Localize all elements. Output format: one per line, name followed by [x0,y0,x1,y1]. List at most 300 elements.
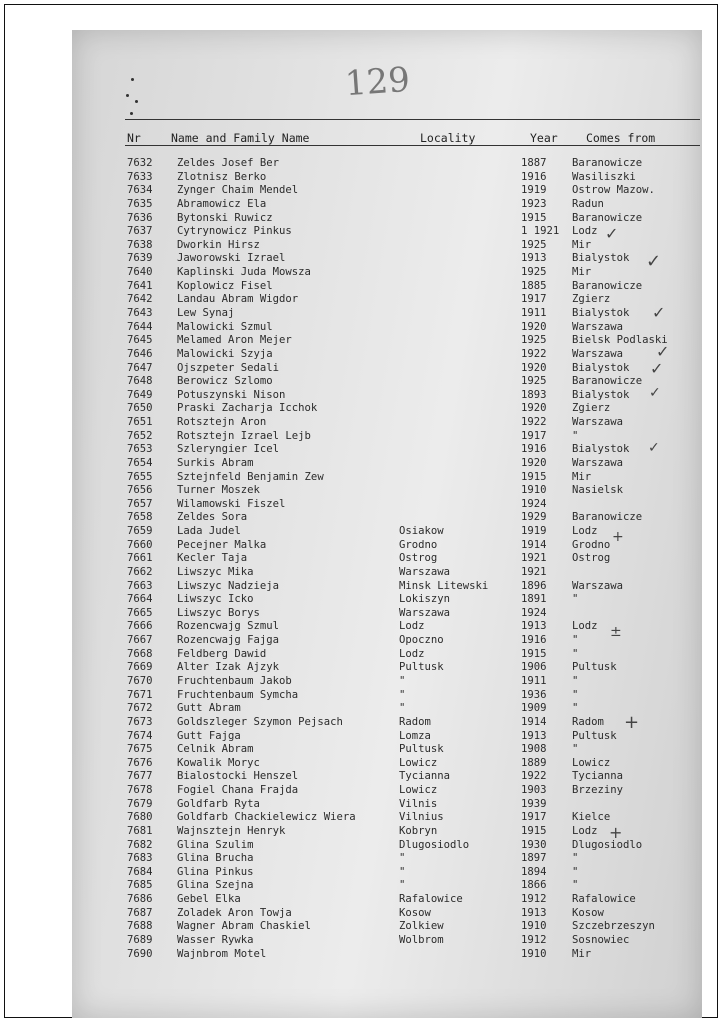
row-comes-from: Bialystok [572,361,630,374]
row-nr: 7669 [127,661,153,674]
check-mark-icon: ✓ [646,251,662,272]
row-nr: 7656 [127,484,153,497]
row-name: Liwszyc Mika [177,565,254,578]
row-comes-from: " [572,634,579,646]
row-nr: 7634 [127,184,153,197]
row-nr: 7672 [127,702,153,715]
row-year: 1916 [521,634,547,646]
row-name: Liwszyc Borys [177,606,260,619]
row-comes-from: Bialystok [572,252,630,265]
row-nr: 7681 [127,824,153,837]
row-year: 1925 [521,334,547,347]
row-year: 1916 [521,170,547,183]
row-name: Sztejnfeld Benjamin Zew [177,470,324,483]
row-comes-from: Bialystok [572,443,630,456]
row-nr: 7680 [127,811,153,824]
row-comes-from: Baranowicze [572,157,643,169]
row-nr: 7640 [127,266,153,278]
row-name: Goldfarb Chackielewicz Wiera [177,811,356,824]
row-locality: " [399,674,406,687]
row-year: 1894 [521,865,547,878]
cross-mark-icon: ± [610,624,622,640]
row-comes-from: " [572,429,579,442]
header-nr: Nr [127,131,141,145]
row-locality: " [399,852,406,865]
row-locality: Osiakow [399,525,444,537]
row-name: Zlotnisz Berko [177,170,267,183]
check-mark-icon: ✓ [649,385,661,401]
row-locality: Kobryn [399,824,438,837]
table-row [0,920,724,932]
table-row [0,852,724,864]
check-mark-icon: ✓ [648,440,660,456]
row-name: Rotsztejn Izrael Lejb [177,429,311,442]
table-row [0,511,724,523]
row-comes-from: Grodno [572,538,611,551]
table-row [0,280,724,292]
table-row [0,307,724,319]
row-comes-from: Mir [572,947,592,960]
row-nr: 7643 [127,306,153,319]
row-name: Glina Szulim [177,838,254,851]
row-year: 1915 [521,470,547,483]
row-name: Zeldes Josef Ber [177,157,280,169]
row-comes-from: Lodz [572,225,598,238]
row-nr: 7662 [127,565,153,578]
row-year: 1889 [521,756,547,769]
row-comes-from: Wasiliszki [572,170,636,183]
row-comes-from: Kielce [572,811,611,824]
row-locality: Tycianna [399,770,451,783]
row-nr: 7687 [127,906,153,919]
row-nr: 7676 [127,756,153,769]
row-name: Turner Moszek [177,484,260,497]
row-year: 1929 [521,511,547,524]
table-row [0,934,724,946]
row-nr: 7677 [127,770,153,783]
header-year: Year [530,131,558,145]
row-locality: Lowicz [399,784,438,796]
table-row [0,580,724,592]
row-locality: " [399,688,406,701]
row-comes-from: Zgierz [572,402,611,415]
row-year: 1896 [521,579,547,592]
row-nr: 7651 [127,416,153,428]
row-year: 1913 [521,620,547,633]
row-year: 1915 [521,824,547,837]
row-name: Dworkin Hirsz [177,238,260,251]
row-name: Glina Pinkus [177,865,254,878]
row-comes-from: Pultusk [572,729,617,742]
row-nr: 7688 [127,920,153,933]
row-year: 1920 [521,402,547,415]
row-year: 1891 [521,593,547,606]
row-locality: " [399,702,406,715]
row-locality: Lokiszyn [399,593,451,606]
table-row [0,266,724,278]
row-nr: 7635 [127,197,153,210]
row-name: Wajnbrom Motel [177,947,267,960]
row-comes-from: Mir [572,266,592,278]
row-name: Zynger Chaim Mendel [177,184,299,197]
row-locality: Radom [399,715,431,728]
punch-mark [131,78,134,81]
table-row [0,457,724,469]
table-row [0,402,724,414]
row-name: Fogiel Chana Frajda [177,784,299,796]
row-nr: 7655 [127,470,153,483]
row-name: Cytrynowicz Pinkus [177,225,292,238]
row-name: Kaplinski Juda Mowsza [177,266,311,278]
row-comes-from: Bielsk Podlaski [572,334,668,347]
header-locality: Locality [420,131,476,145]
row-name: Wasser Rywka [177,933,254,946]
row-year: 1909 [521,702,547,715]
row-comes-from: " [572,593,579,606]
row-year: 1866 [521,879,547,892]
table-row [0,743,724,755]
table-row [0,252,724,264]
check-mark-icon: ✓ [650,359,664,378]
row-nr: 7683 [127,852,153,865]
row-year: 1921 [521,565,547,578]
row-year: 1912 [521,933,547,946]
cross-mark-icon: + [612,529,624,545]
table-row [0,375,724,387]
row-comes-from: Lowicz [572,756,611,769]
row-nr: 7653 [127,443,153,456]
row-year: 1903 [521,784,547,796]
row-name: Bialostocki Henszel [177,770,299,783]
row-year: 1919 [521,525,547,537]
table-row [0,675,724,687]
table-row [0,389,724,401]
table-row [0,321,724,333]
row-name: Glina Szejna [177,879,254,892]
row-comes-from: Dlugosiodlo [572,838,643,851]
row-name: Ojszpeter Sedali [177,361,280,374]
row-nr: 7645 [127,334,153,347]
row-comes-from: Brzeziny [572,784,624,796]
row-name: Wilamowski Fiszel [177,497,286,510]
row-year: 1930 [521,838,547,851]
table-row [0,443,724,455]
row-locality: Warszawa [399,606,451,619]
row-name: Liwszyc Nadzieja [177,579,280,592]
row-locality: Opoczno [399,634,444,646]
row-nr: 7657 [127,497,153,510]
table-row [0,879,724,891]
row-comes-from: Warszawa [572,456,624,469]
row-comes-from: Mir [572,470,592,483]
row-year: 1925 [521,238,547,251]
row-year: 1920 [521,361,547,374]
row-locality: Zolkiew [399,920,444,933]
table-row [0,770,724,782]
row-nr: 7659 [127,525,153,537]
row-locality: Lowicz [399,756,438,769]
row-year: 1916 [521,443,547,456]
row-name: Koplowicz Fisel [177,279,273,292]
row-locality: " [399,865,406,878]
row-nr: 7654 [127,456,153,469]
row-year: 1911 [521,674,547,687]
row-year: 1922 [521,347,547,360]
row-nr: 7661 [127,552,153,565]
row-locality: " [399,879,406,892]
row-comes-from: " [572,852,579,865]
table-row [0,552,724,564]
row-name: Lada Judel [177,525,241,537]
row-year: 1925 [521,266,547,278]
row-comes-from: Baranowicze [572,375,643,388]
row-comes-from: Szczebrzeszyn [572,920,655,933]
row-name: Zoladek Aron Towja [177,906,292,919]
row-locality: Vilnius [399,811,444,824]
row-comes-from: Baranowicze [572,511,643,524]
table-row [0,798,724,810]
row-nr: 7670 [127,674,153,687]
row-year: 1893 [521,388,547,401]
row-name: Wagner Abram Chaskiel [177,920,311,933]
row-comes-from: Lodz [572,525,598,537]
row-name: Jaworowski Izrael [177,252,286,265]
row-locality: Warszawa [399,565,451,578]
row-year: 1910 [521,947,547,960]
row-name: Fruchtenbaum Jakob [177,674,292,687]
row-year: 1897 [521,852,547,865]
table-row [0,362,724,374]
row-locality: Wolbrom [399,933,444,946]
check-mark-icon: ✓ [605,224,619,243]
row-nr: 7671 [127,688,153,701]
row-nr: 7649 [127,388,153,401]
table-row [0,730,724,742]
row-name: Berowicz Szlomo [177,375,273,388]
table-row [0,648,724,660]
table-row [0,811,724,823]
table-row [0,689,724,701]
row-year: 1920 [521,456,547,469]
table-row [0,157,724,169]
row-name: Rozencwajg Fajga [177,634,280,646]
table-row [0,416,724,428]
row-comes-from: Radun [572,197,604,210]
row-name: Glina Brucha [177,852,254,865]
row-comes-from: Sosnowiec [572,933,630,946]
row-name: Gebel Elka [177,893,241,905]
table-row [0,566,724,578]
row-name: Melamed Aron Mejer [177,334,292,347]
row-locality: Grodno [399,538,438,551]
row-comes-from: Rafalowice [572,893,636,905]
row-name: Potuszynski Nison [177,388,286,401]
row-comes-from: Lodz [572,824,598,837]
row-nr: 7686 [127,893,153,905]
row-nr: 7664 [127,593,153,606]
row-year: 1915 [521,647,547,660]
table-row [0,907,724,919]
row-locality: Pultusk [399,743,444,756]
row-name: Praski Zacharja Icchok [177,402,318,415]
row-year: 1911 [521,306,547,319]
top-rule [125,119,700,120]
row-name: Wajnsztejn Henryk [177,824,286,837]
header-comes-from: Comes from [586,131,656,145]
row-nr: 7663 [127,579,153,592]
row-locality: Minsk Litewski [399,579,489,592]
punch-mark [135,100,138,103]
row-year: 1921 [521,552,547,565]
table-row [0,471,724,483]
row-name: Pecejner Malka [177,538,267,551]
row-year: 1919 [521,184,547,197]
row-name: Goldfarb Ryta [177,797,260,810]
row-comes-from: Ostrog [572,552,611,565]
row-nr: 7642 [127,293,153,306]
row-year: 1914 [521,538,547,551]
row-comes-from: Bialystok [572,306,630,319]
header-name: Name and Family Name [171,131,310,145]
row-year: 1923 [521,197,547,210]
row-nr: 7646 [127,347,153,360]
row-year: 1920 [521,320,547,333]
row-nr: 7666 [127,620,153,633]
row-year: 1917 [521,811,547,824]
row-year: 1885 [521,279,547,292]
row-nr: 7668 [127,647,153,660]
row-nr: 7633 [127,170,153,183]
row-year: 1922 [521,770,547,783]
row-locality: Ostrog [399,552,438,565]
row-name: Malowicki Szmul [177,320,273,333]
row-name: Kowalik Moryc [177,756,260,769]
row-comes-from: " [572,702,579,715]
table-row [0,430,724,442]
row-year: 1913 [521,252,547,265]
row-comes-from: " [572,743,579,756]
row-comes-from: Baranowicze [572,211,643,224]
table-row [0,348,724,360]
row-name: Feldberg Dawid [177,647,267,660]
row-year: 1917 [521,429,547,442]
table-row [0,484,724,496]
row-locality: Lodz [399,647,425,660]
row-name: Celnik Abram [177,743,254,756]
row-name: Abramowicz Ela [177,197,267,210]
row-year: 1924 [521,606,547,619]
row-comes-from: Warszawa [572,416,624,428]
row-name: Rozencwajg Szmul [177,620,280,633]
row-locality: Dlugosiodlo [399,838,470,851]
row-year: 1908 [521,743,547,756]
row-nr: 7665 [127,606,153,619]
row-year: 1936 [521,688,547,701]
row-locality: Vilnis [399,797,438,810]
row-year: 1 1921 [521,225,560,238]
row-comes-from: Zgierz [572,293,611,306]
row-name: Gutt Fajga [177,729,241,742]
table-row [0,702,724,714]
table-row [0,293,724,305]
row-year: 1913 [521,729,547,742]
row-locality: Kosow [399,906,431,919]
row-nr: 7690 [127,947,153,960]
table-row [0,212,724,224]
punch-mark [126,94,129,97]
table-row [0,184,724,196]
row-year: 1912 [521,893,547,905]
row-nr: 7638 [127,238,153,251]
row-name: Gutt Abram [177,702,241,715]
table-row [0,593,724,605]
row-name: Kecler Taja [177,552,248,565]
row-nr: 7674 [127,729,153,742]
row-year: 1910 [521,484,547,497]
row-year: 1915 [521,211,547,224]
check-mark-icon: ✓ [652,303,666,322]
row-year: 1913 [521,906,547,919]
table-row [0,334,724,346]
row-locality: Pultusk [399,661,444,674]
row-year: 1914 [521,715,547,728]
row-comes-from: Warszawa [572,347,624,360]
row-nr: 7644 [127,320,153,333]
row-name: Bytonski Ruwicz [177,211,273,224]
row-comes-from: Tycianna [572,770,624,783]
row-locality: Rafalowice [399,893,463,905]
row-year: 1924 [521,497,547,510]
table-row [0,661,724,673]
table-row [0,607,724,619]
row-nr: 7678 [127,784,153,796]
row-name: Malowicki Szyja [177,347,273,360]
row-comes-from: Lodz [572,620,598,633]
table-row [0,198,724,210]
row-name: Rotsztejn Aron [177,416,267,428]
row-comes-from: Mir [572,238,592,251]
table-row [0,893,724,905]
row-comes-from: Baranowicze [572,279,643,292]
punch-mark [130,112,133,115]
row-locality: Lodz [399,620,425,633]
row-comes-from: Warszawa [572,579,624,592]
row-nr: 7685 [127,879,153,892]
row-comes-from: " [572,688,579,701]
table-row [0,498,724,510]
row-comes-from: " [572,674,579,687]
row-nr: 7632 [127,157,153,169]
row-nr: 7658 [127,511,153,524]
row-nr: 7660 [127,538,153,551]
row-year: 1917 [521,293,547,306]
row-nr: 7684 [127,865,153,878]
row-nr: 7652 [127,429,153,442]
row-name: Surkis Abram [177,456,254,469]
row-nr: 7667 [127,634,153,646]
row-comes-from: Radom [572,715,604,728]
row-nr: 7647 [127,361,153,374]
row-year: 1922 [521,416,547,428]
row-name: Fruchtenbaum Symcha [177,688,299,701]
row-nr: 7673 [127,715,153,728]
row-year: 1910 [521,920,547,933]
row-name: Zeldes Sora [177,511,248,524]
row-nr: 7689 [127,933,153,946]
row-comes-from: Nasielsk [572,484,624,497]
row-name: Liwszyc Icko [177,593,254,606]
row-nr: 7637 [127,225,153,238]
